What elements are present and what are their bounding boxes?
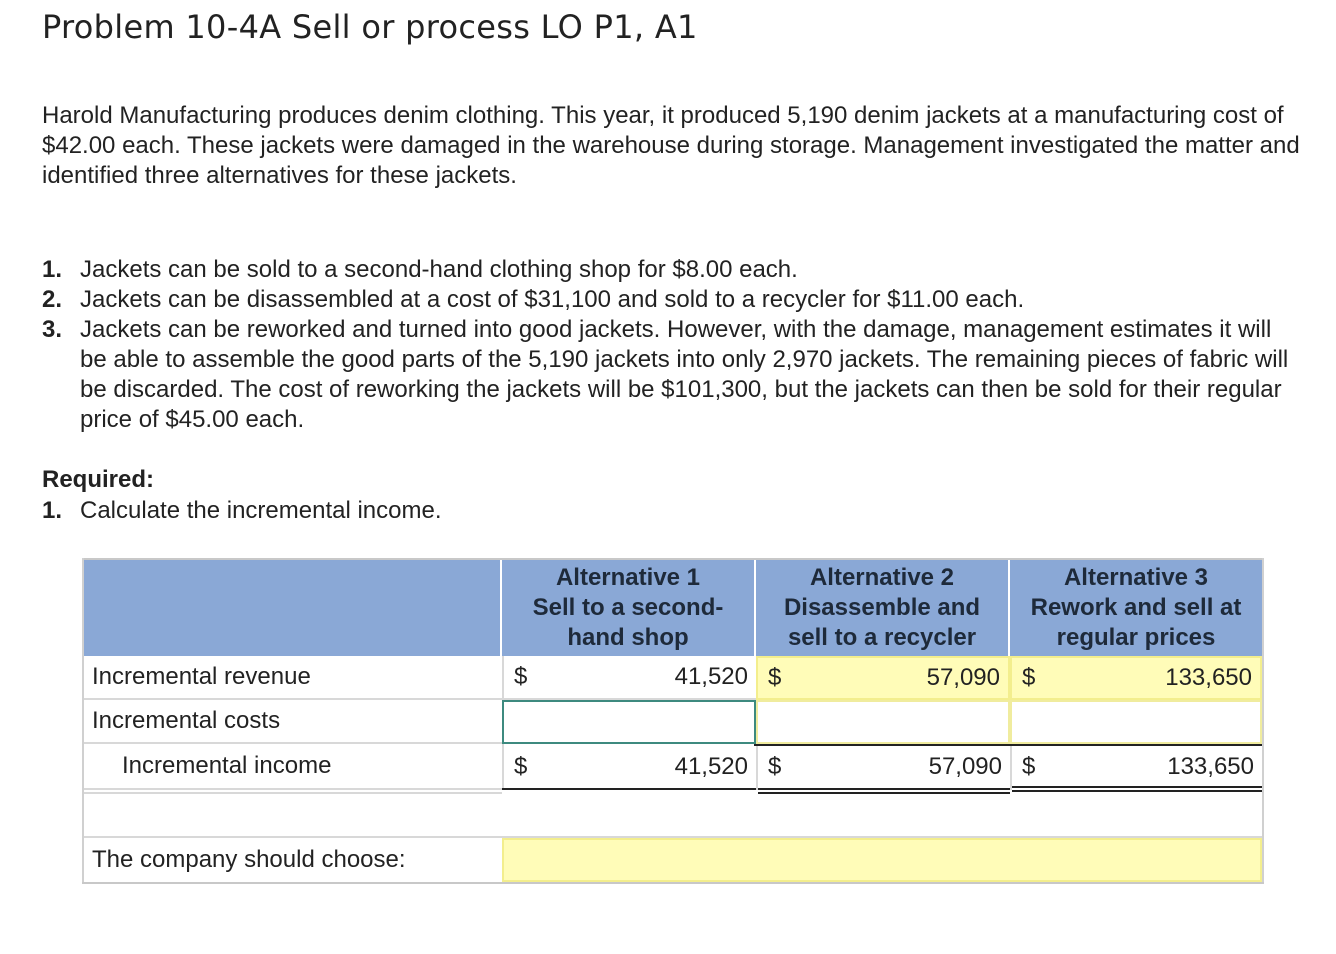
costs-alt-1-input[interactable]	[502, 700, 756, 744]
list-item	[42, 255, 1302, 285]
table-border	[1262, 558, 1264, 884]
row-label-income: Incremental income	[84, 744, 502, 790]
choose-label: The company should choose:	[84, 838, 502, 882]
revenue-alt-3	[1010, 656, 1262, 700]
total-underline	[758, 788, 1010, 790]
costs-alt-3-input[interactable]	[1010, 700, 1262, 744]
page-title: Problem 10-4A Sell or process LO P1, A1	[42, 8, 698, 46]
required-text: Calculate the incremental income.	[80, 497, 442, 524]
alternatives-list	[42, 255, 1302, 435]
list-number: 3.	[42, 316, 63, 343]
revenue-alt-2	[756, 656, 1010, 700]
currency-symbol: $	[514, 663, 528, 690]
required-heading: Required:	[42, 466, 155, 493]
income-alt-3	[1010, 744, 1262, 790]
currency-symbol: $	[1022, 753, 1036, 780]
income-value: 41,520	[674, 753, 748, 780]
currency-symbol: $	[768, 753, 782, 780]
header-blank	[84, 560, 502, 656]
income-alt-1	[502, 744, 756, 790]
list-text: Jackets can be sold to a second-hand clothing shop for $8.00 each.	[80, 256, 798, 283]
list-text: Jackets can be reworked and turned into good jackets. However, with the damage, management estimates it will be able to assemble the good parts of the 5,190 jackets into only 2,970 jackets. The remaining pieces of fabric will be discarded. The cost of reworking the jackets will be $101,300, but the jackets can then be sold for their regular price of $45.00 each.	[80, 316, 1289, 433]
currency-symbol: $	[768, 664, 782, 691]
revenue-value: 41,520	[674, 663, 748, 690]
list-number: 1.	[42, 256, 63, 283]
total-double-underline	[1012, 790, 1262, 792]
revenue-value: 57,090	[926, 664, 1000, 691]
total-underline	[1012, 786, 1262, 788]
table-border	[82, 882, 1264, 884]
incremental-income-table	[82, 558, 1264, 884]
currency-symbol: $	[1022, 664, 1036, 691]
row-label-revenue: Incremental revenue	[84, 656, 502, 700]
income-value: 57,090	[928, 753, 1002, 780]
list-item	[42, 285, 1302, 315]
total-top-rule	[754, 744, 1262, 746]
currency-symbol: $	[514, 753, 528, 780]
header-alternative-2: Alternative 2 Disassemble and sell to a recycler	[756, 560, 1010, 656]
total-underline	[502, 788, 756, 790]
list-item	[42, 315, 1302, 435]
list-number: 2.	[42, 286, 63, 313]
row-label-costs: Incremental costs	[84, 700, 502, 744]
spacer-row	[84, 794, 1262, 836]
required-item	[42, 497, 442, 525]
header-alternative-1: Alternative 1 Sell to a second- hand shop	[502, 560, 756, 656]
problem-intro: Harold Manufacturing produces denim clothing. This year, it produced 5,190 denim jackets at a manufacturing cost of $42.00 each. These jackets were damaged in the warehouse during storage. Management investigated the matter and identified three alternatives for these jackets.	[42, 102, 1300, 189]
revenue-value: 133,650	[1165, 664, 1252, 691]
required-number: 1.	[42, 497, 63, 524]
income-value: 133,650	[1167, 753, 1254, 780]
list-text: Jackets can be disassembled at a cost of $31,100 and sold to a recycler for $11.00 each.	[80, 286, 1025, 313]
income-alt-2	[756, 744, 1010, 790]
choose-select[interactable]	[502, 838, 1262, 882]
header-alternative-3: Alternative 3 Rework and sell at regular prices	[1010, 560, 1262, 656]
revenue-alt-1	[502, 656, 756, 700]
costs-alt-2-input[interactable]	[756, 700, 1010, 744]
